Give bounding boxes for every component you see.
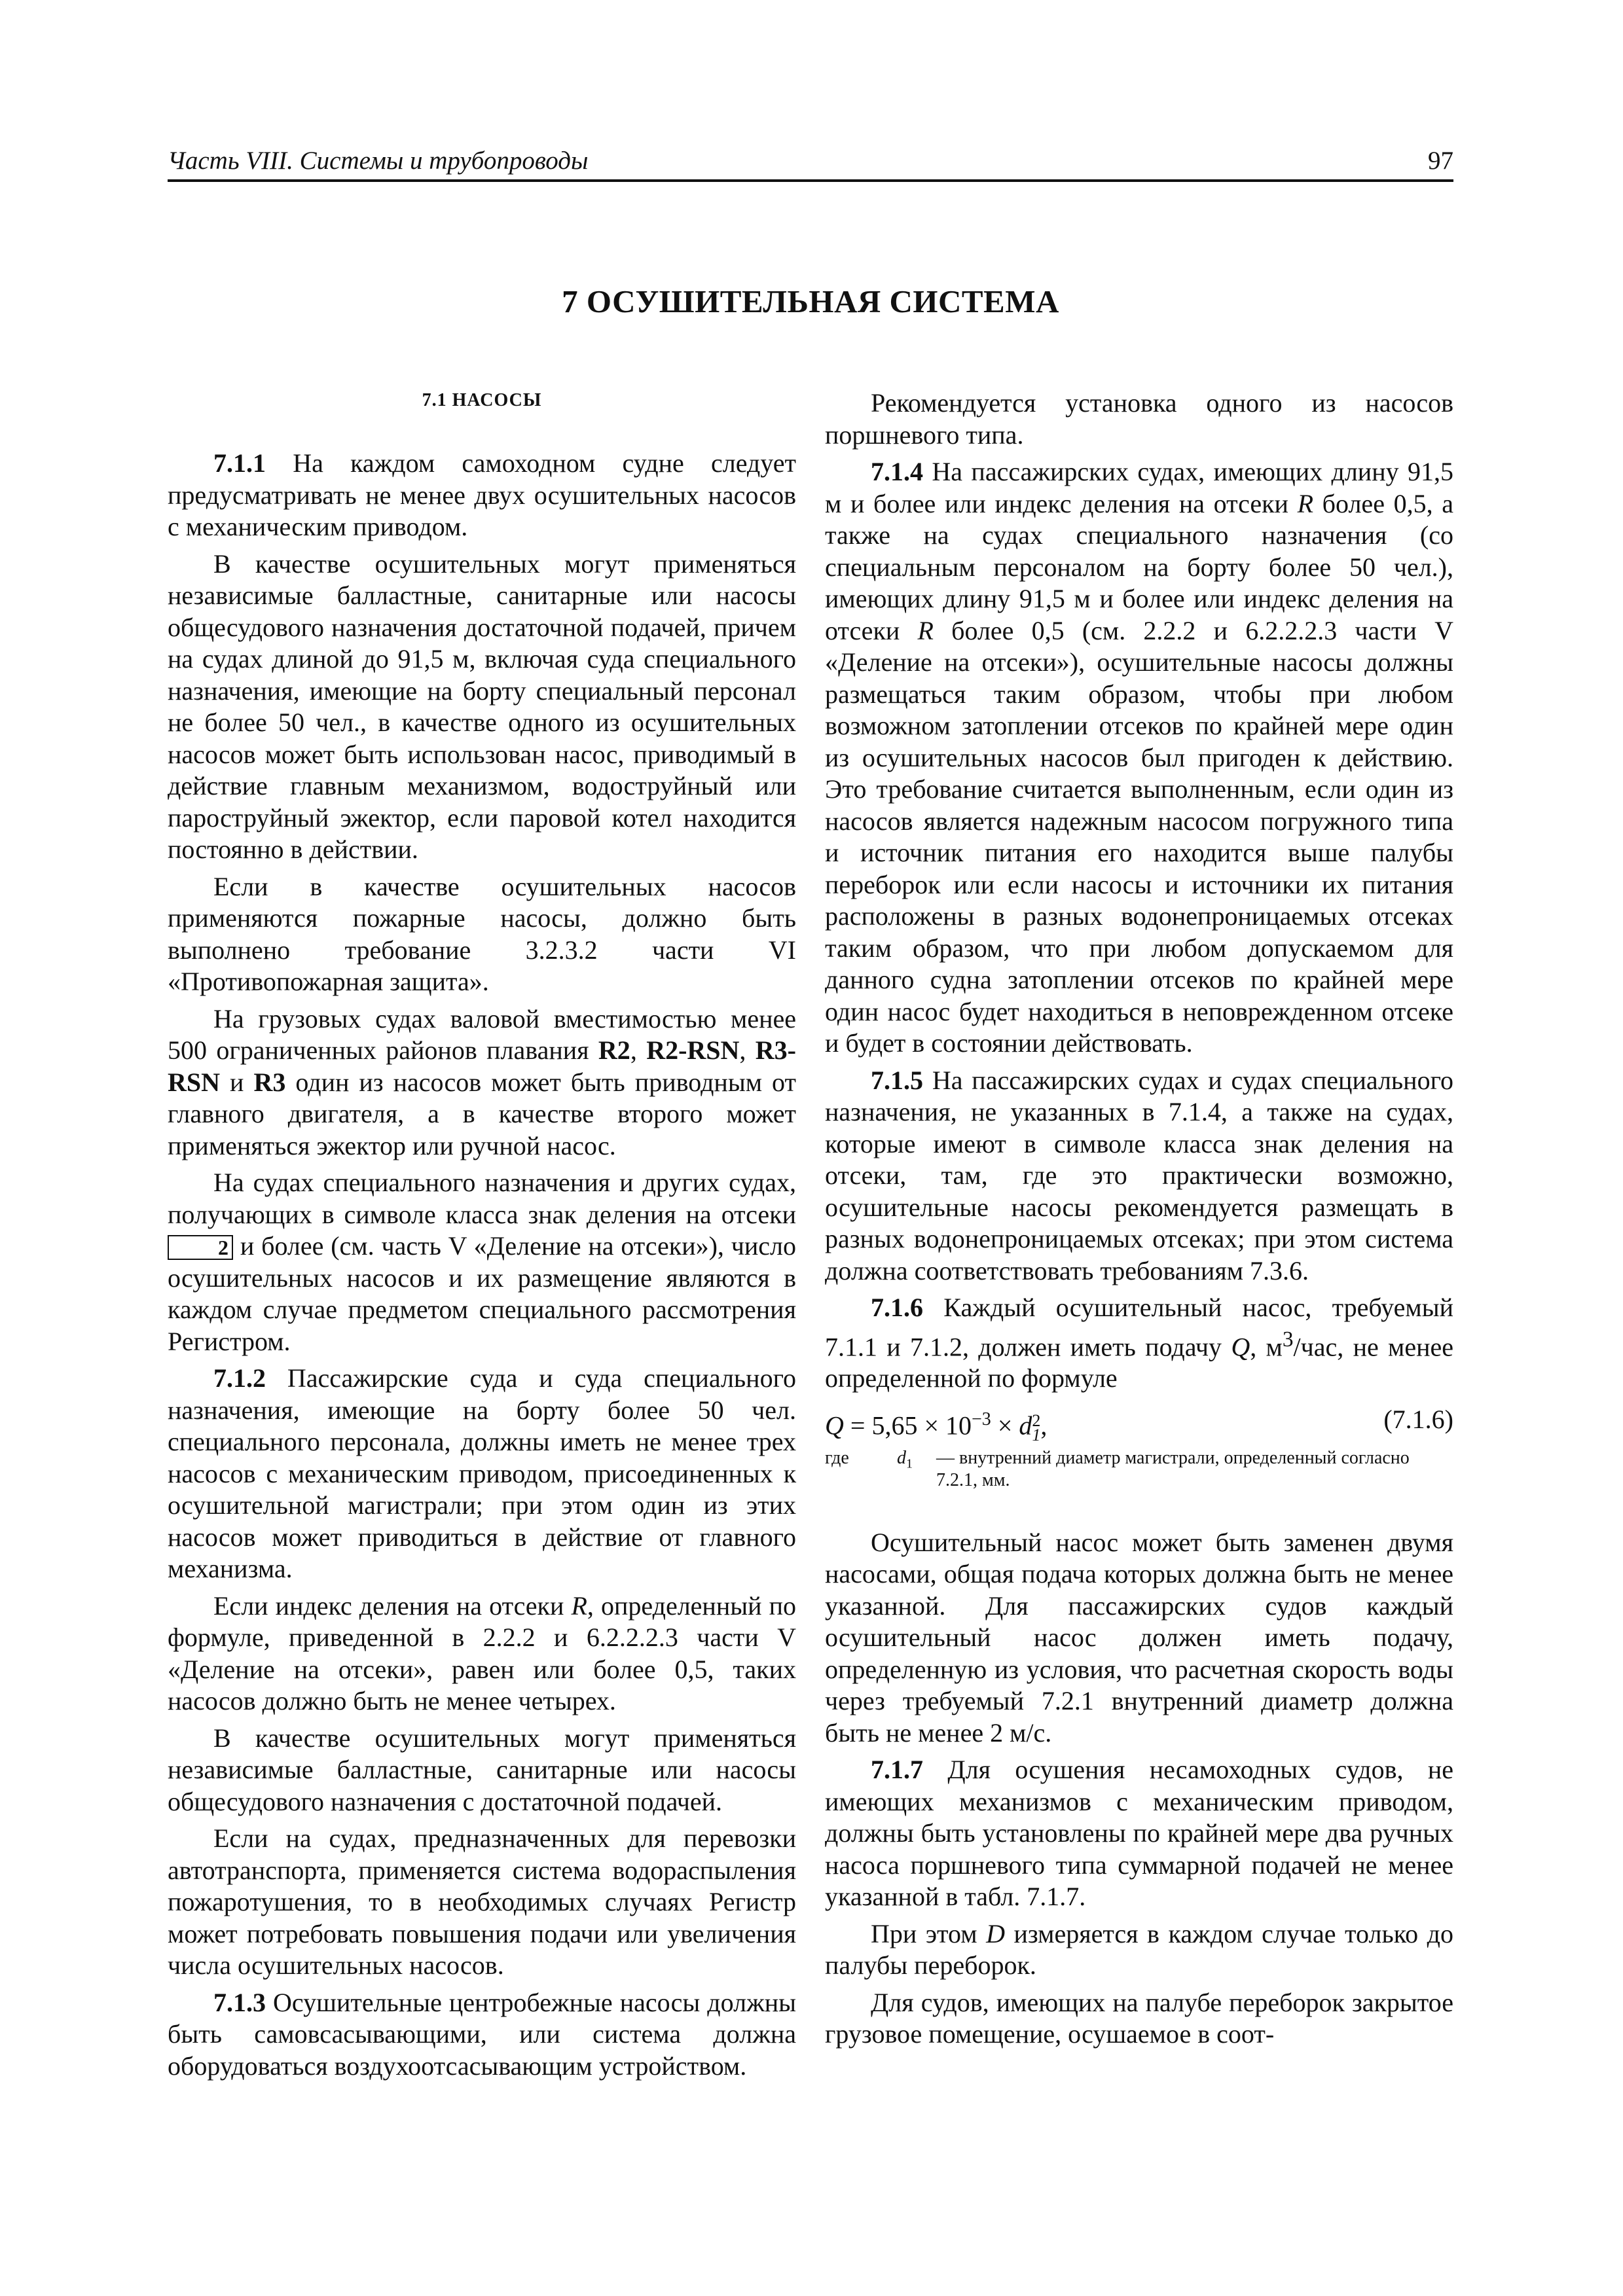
paragraph-text: измеряется в каждом случае только до палубы переборок.	[825, 1918, 1453, 1981]
paragraph-7-1-5	[825, 1065, 1453, 1287]
paragraph-text: При этом	[871, 1918, 987, 1948]
legend-symbol-subscript: 1	[906, 1456, 913, 1471]
paragraph	[825, 1918, 1453, 1982]
paragraph-number: 7.1.6	[871, 1293, 923, 1322]
paragraph-number: 7.1.3	[213, 1987, 266, 2017]
paragraph-7-1-2	[168, 1363, 796, 1585]
symbol-r: R	[1297, 488, 1313, 518]
paragraph-7-1-7	[825, 1754, 1453, 1913]
navigation-area-code: R3	[253, 1067, 286, 1097]
running-header	[168, 143, 1453, 182]
paragraph: Если в качестве осушительных насосов применяются пожарные насосы, должно быть выполнено требование 3.2.3.2 части VI «Противопожарная защита».	[168, 871, 796, 996]
formula-7-1-6	[825, 1404, 1453, 1443]
paragraph-text: один из насосов может быть приводным от главного двигателя, а в качестве второго может применяться эжектор или ручной насос.	[168, 1067, 796, 1160]
paragraph-number: 7.1.7	[871, 1755, 923, 1785]
paragraph-7-1-3	[168, 1987, 796, 2083]
page-number: 97	[1428, 147, 1453, 175]
paragraph-text: На каждом самоходном судне следует предусматривать не менее двух осушительных насосов с механическим приводом.	[168, 448, 796, 541]
formula-end: ,	[1040, 1410, 1048, 1441]
section-title: 7.1 НАСОСЫ	[422, 390, 542, 410]
formula-exponent: −3	[972, 1408, 991, 1429]
left-column	[168, 387, 796, 2087]
header-rule	[168, 179, 1453, 182]
paragraph: Осушительный насос может быть заменен двумя насосами, общая подача которых должна быть не менее указанной. Для пассажирских судов каждый осушительный насос должен иметь подачу, определенную из условия, что расчетная скорость воды через требуемый 7.2.1 внутренний диаметр должна быть не менее 2 м/с.	[825, 1527, 1453, 1748]
paragraph	[168, 1590, 796, 1717]
paragraph-text: На судах специального назначения и других судах, получающих в символе класса знак деления на отсеки	[168, 1168, 796, 1229]
paragraph-7-1-1	[168, 448, 796, 543]
paragraph-7-1-4	[825, 456, 1453, 1060]
legend-symbol-letter: d	[897, 1447, 906, 1468]
paragraph-text: Пассажирские суда и суда специального назначения, имеющие на борту более 50 чел. специального персонала, должны иметь не менее трех насосов с механическим приводом, присоединенных к осушительной магистрали; при этом один из этих насосов может приводиться в действие от главного механизма.	[168, 1363, 796, 1583]
formula-coefficient: = 5,65 × 10	[843, 1410, 972, 1441]
paragraph-text: Для осушения несамоходных судов, не имеющих механизмов с механическим приводом, должны быть установлены по крайней мере два ручных насоса поршневого типа суммарной подачей не менее указанной в табл. 7.1.7.	[825, 1755, 1453, 1912]
paragraph-text: На пассажирских судах, имеющих длину 91,5 м и более или индекс деления на отсеки	[825, 457, 1453, 518]
subdivision-mark: 2	[168, 1235, 233, 1260]
paragraph-text: более 0,5 (см. 2.2.2 и 6.2.2.2.3 части V «Деление на отсеки»), осушительные насосы должны размещаться таким образом, чтобы при любом возможном затоплении отсеков по крайней мере один из осушительных насосов был пригоден к действию. Это требование считается выполненным, если один из насосов является надежным насосом погружного типа и источник питания его находится выше палубы переборок или если насосы и источники их питания расположены в разных водонепроницаемых отсеках таким образом, что при любом допускаемом для данного судна затоплении отсеков по крайней мере один насос будет находиться в неповрежденном отсеке и будет в состоянии действовать.	[825, 615, 1454, 1058]
paragraph: Для судов, имеющих на палубе переборок закрытое грузовое помещение, осушаемое в соот-	[825, 1987, 1453, 2049]
paragraph: В качестве осушительных могут применяться независимые балластные, санитарные или насосы общесудового назначения достаточной подачей, причем на судах длиной до 91,5 м, включая суда специального назначения, имеющие на борту специальный персонал не более 50 чел., в качестве одного из осушительных насосов может быть использован насос, приводимый в действие главным механизмом, водоструйный или пароструйный эжектор, если паровой котел находится постоянно в действии.	[168, 548, 796, 864]
separator: ,	[739, 1035, 756, 1065]
conjunction: и	[220, 1067, 254, 1097]
paragraph: В качестве осушительных могут применяться независимые балластные, санитарные или насосы общесудового назначения с достаточной подачей.	[168, 1723, 796, 1816]
symbol-q: Q	[1231, 1331, 1250, 1361]
legend-symbol	[897, 1447, 913, 1475]
paragraph: Если на судах, предназначенных для перевозки автотранспорта, применяется система водораспыления пожаротушения, то в необходимых случаях Регистр может потребовать повышения подачи или увеличения числа осушительных насосов.	[168, 1823, 796, 1980]
paragraph-number: 7.1.1	[213, 448, 266, 478]
chapter-title: 7 ОСУШИТЕЛЬНАЯ СИСТЕМА	[562, 283, 1059, 319]
paragraph-text: Осушительные центробежные насосы должны быть самовсасывающими, или система должна оборудоваться воздухоотсасывающим устройством.	[168, 1987, 796, 2081]
paragraph-text: Каждый осушительный насос, требуемый 7.1.1 и 7.1.2, должен иметь подачу	[825, 1293, 1453, 1361]
symbol-r: R	[917, 615, 934, 645]
navigation-area-code: R2-RSN	[646, 1035, 740, 1065]
paragraph-number: 7.1.4	[871, 457, 923, 486]
formula-symbol-d: d	[1019, 1410, 1032, 1441]
paragraph-text: , определенный по формуле, приведенной в 2.2.2 и 6.2.2.2.3 части V «Деление на отсеки», равен или более 0,5, таких насосов должно быть не менее четырех.	[168, 1590, 796, 1715]
right-column	[825, 387, 1453, 2056]
formula-operator: ×	[991, 1410, 1019, 1441]
paragraph-text: На грузовых судах валовой вместимостью менее 500 ограниченных районов плавания	[168, 1003, 796, 1065]
legend-definition: — внутренний диаметр магистрали, определенный согласно 7.2.1, мм.	[936, 1447, 1410, 1490]
symbol-d: D	[986, 1918, 1005, 1948]
navigation-area-code: R3-RSN	[168, 1035, 797, 1097]
formula-expression	[825, 1404, 1047, 1443]
formula-symbol-q: Q	[825, 1410, 844, 1441]
paragraph	[168, 1167, 796, 1357]
formula-number: (7.1.6)	[1383, 1404, 1453, 1434]
paragraph-text: и более (см. часть V «Деление на отсеки»), число осушительных насосов и их размещение являются в каждом случае предметом специального рассмотрения Регистром.	[168, 1231, 796, 1356]
navigation-area-code: R2	[598, 1035, 630, 1065]
header-title: Часть VIII. Системы и трубопроводы	[168, 147, 589, 175]
superscript: 3	[1282, 1327, 1294, 1352]
paragraph-text: более 0,5, а также на судах специального назначения (со специальным персоналом на борту более 50 чел.), имеющих длину 91,5 м и более или индекс деления на отсеки	[825, 488, 1453, 645]
paragraph-text: , м	[1250, 1331, 1283, 1361]
formula-d-superscript: 2	[1032, 1410, 1041, 1430]
paragraph-number: 7.1.5	[871, 1065, 923, 1095]
formula-legend	[825, 1447, 1453, 1493]
paragraph-text: На пассажирских судах и судах специального назначения, не указанных в 7.1.4, а также на судах, которые имеют в символе класса знак деления на отсеки, там, где это практически возможно, осушительные насосы рекомендуется размещать в разных водонепроницаемых отсеках; при этом система должна соответствовать требованиям 7.3.6.	[825, 1065, 1453, 1285]
legend-where: где	[825, 1447, 849, 1468]
paragraph: Рекомендуется установка одного из насосов поршневого типа.	[825, 388, 1453, 450]
paragraph-text: /час, не менее определенной по формуле	[825, 1331, 1454, 1393]
separator: ,	[630, 1035, 647, 1065]
paragraph-7-1-6	[825, 1292, 1453, 1395]
paragraph	[168, 1003, 796, 1162]
paragraph-number: 7.1.2	[213, 1363, 266, 1393]
symbol-r: R	[571, 1590, 587, 1621]
paragraph-text: Если индекс деления на отсеки	[213, 1590, 572, 1621]
formula-d-subscript: 1	[1032, 1425, 1041, 1444]
